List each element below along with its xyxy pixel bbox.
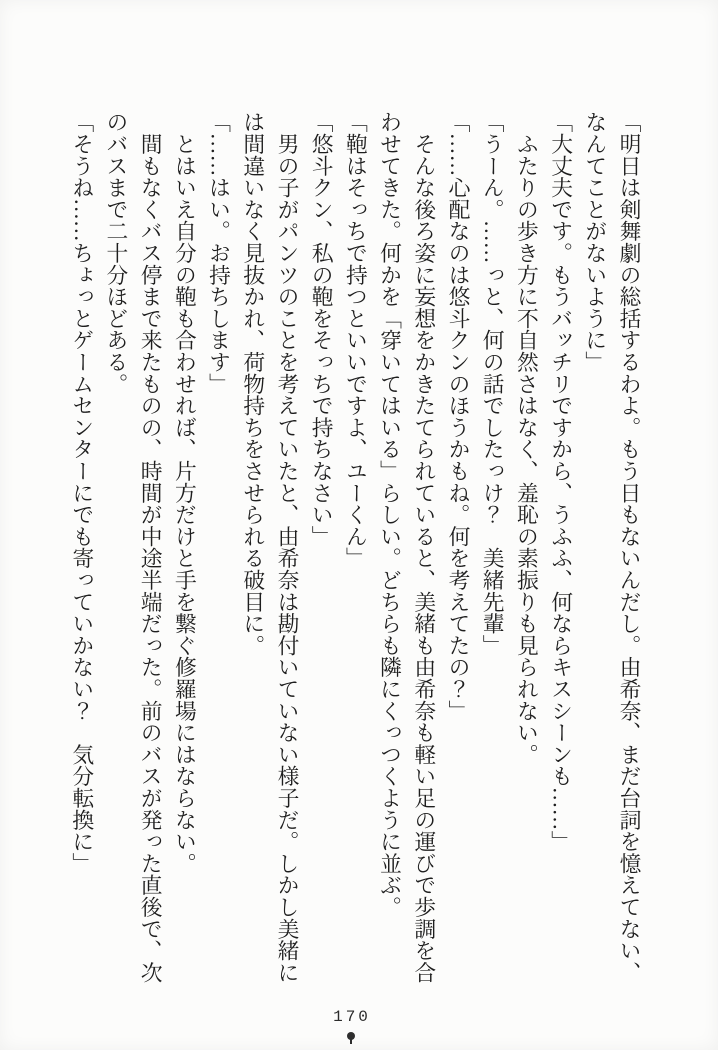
pin-ornament-icon [346, 1032, 356, 1044]
paragraph-line: 間もなくバス停まで来たものの、時間が中途半端だった。前のバスが発った直後で、次のバスまで二十分ほどある。 [103, 111, 163, 983]
ornament-stem [350, 1039, 352, 1044]
paragraph-line: 男の子がパンツのことを考えていたと、由希奈は勘付いていない様子だ。しかし美緒には間違いなく見抜かれ、荷物持ちをさせられる破目に。 [240, 111, 299, 983]
novel-text-block [61, 111, 646, 997]
paragraph-line: ふたりの歩き方に不自然さはなく、羞恥の素振りも見られない。 [514, 111, 539, 765]
paragraph-line: とはいえ自分の鞄も合わせれば、片方だけと手を繋ぐ修羅場にはならない。 [172, 111, 197, 874]
paragraph-line: 「……はい。お持ちします」 [206, 111, 231, 395]
paragraph-line: 「そうね……ちょっとゲームセンターにでも寄っていかない？ 気分転換に」 [69, 111, 94, 874]
page-number: 170 [333, 1008, 371, 1026]
paragraph-line: 「悠斗クン、私の鞄をそっちで持ちなさい」 [309, 111, 334, 547]
paragraph-line: そんな後ろ姿に妄想をかきたてられていると、美緒も由希奈も軽い足の運びで歩調を合わせてきた。何かを「穿いてはいる」らしい。どちらも隣にくっつくように並ぶ。 [377, 111, 436, 983]
paragraph-line: 「……心配なのは悠斗クンのほうかもね。何を考えてたの？」 [445, 111, 470, 722]
paragraph-line: 「うーん。……っと、何の話でしたっけ？ 美緒先輩」 [480, 111, 505, 656]
paragraph-line: 「明日は剣舞劇の総括するわよ。もう日もないんだし。由希奈、まだ台詞を憶えてない、なんてことがないように」 [582, 111, 641, 983]
paragraph-line: 「大丈夫です。もうバッチリですから、うふふ、何ならキスシーンも……」 [548, 111, 573, 853]
paragraph-line: 「鞄はそっちで持つといいですよ、ユーくん」 [343, 111, 368, 569]
